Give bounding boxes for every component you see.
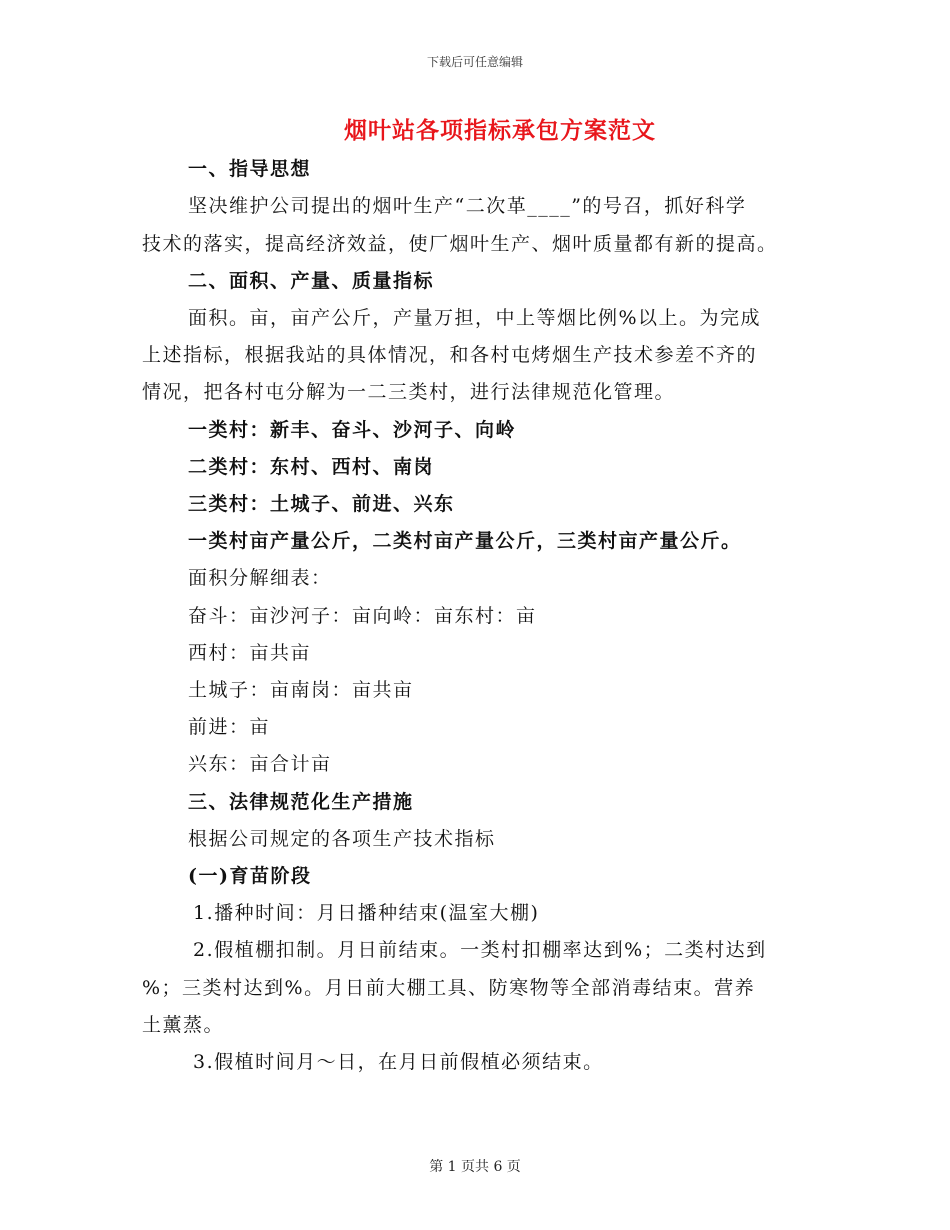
area-breakdown-label: 面积分解细表：	[188, 567, 332, 589]
page-footer: 第 1 页共 6 页	[429, 1159, 521, 1175]
area-breakdown-line: 奋斗：亩沙河子：亩向岭：亩东村：亩	[188, 605, 537, 627]
area-breakdown-line: 兴东：亩合计亩	[188, 753, 332, 775]
village-class-2: 二类村：东村、西村、南岗	[188, 456, 435, 478]
section-heading-3: 三、法律规范化生产措施	[188, 791, 414, 813]
list-item: 2.假植棚扣制。月日前结束。一类村扣棚率达到%；二类村达到	[193, 939, 767, 961]
village-class-3: 三类村：土城子、前进、兴东	[188, 493, 455, 515]
area-breakdown-line: 西村：亩共亩	[188, 642, 312, 664]
area-breakdown-line: 前进：亩	[188, 716, 271, 738]
paragraph-line: 根据公司规定的各项生产技术指标	[188, 828, 496, 850]
paragraph-line: 技术的落实，提高经济效益，使厂烟叶生产、烟叶质量都有新的提高。	[142, 233, 778, 255]
paragraph-line: 土薰蒸。	[142, 1014, 225, 1036]
section-heading-1: 一、指导思想	[188, 158, 312, 180]
paragraph-line: 坚决维护公司提出的烟叶生产“二次革____”的号召，抓好科学	[188, 195, 747, 217]
list-item: 1.播种时间：月日播种结束(温室大棚)	[193, 902, 540, 924]
area-breakdown-line: 土城子：亩南岗：亩共亩	[188, 679, 414, 701]
paragraph-line: 上述指标，根据我站的具体情况，和各村屯烤烟生产技术参差不齐的	[142, 344, 758, 366]
paragraph-line: 面积。亩，亩产公斤，产量万担，中上等烟比例%以上。为完成	[188, 307, 762, 329]
yield-targets: 一类村亩产量公斤，二类村亩产量公斤，三类村亩产量公斤。	[188, 530, 742, 552]
list-item: 3.假植时间月～日，在月日前假植必须结束。	[193, 1051, 604, 1073]
page-header: 下载后可任意编辑	[426, 55, 523, 69]
section-heading-2: 二、面积、产量、质量指标	[188, 270, 435, 292]
document-title: 烟叶站各项指标承包方案范文	[344, 117, 656, 144]
village-class-1: 一类村：新丰、奋斗、沙河子、向岭	[188, 419, 517, 441]
paragraph-line: %；三类村达到%。月日前大棚工具、防寒物等全部消毒结束。营养	[142, 977, 756, 999]
paragraph-line: 情况，把各村屯分解为一二三类村，进行法律规范化管理。	[142, 381, 676, 403]
subsection-heading: (一)育苗阶段	[188, 865, 312, 887]
